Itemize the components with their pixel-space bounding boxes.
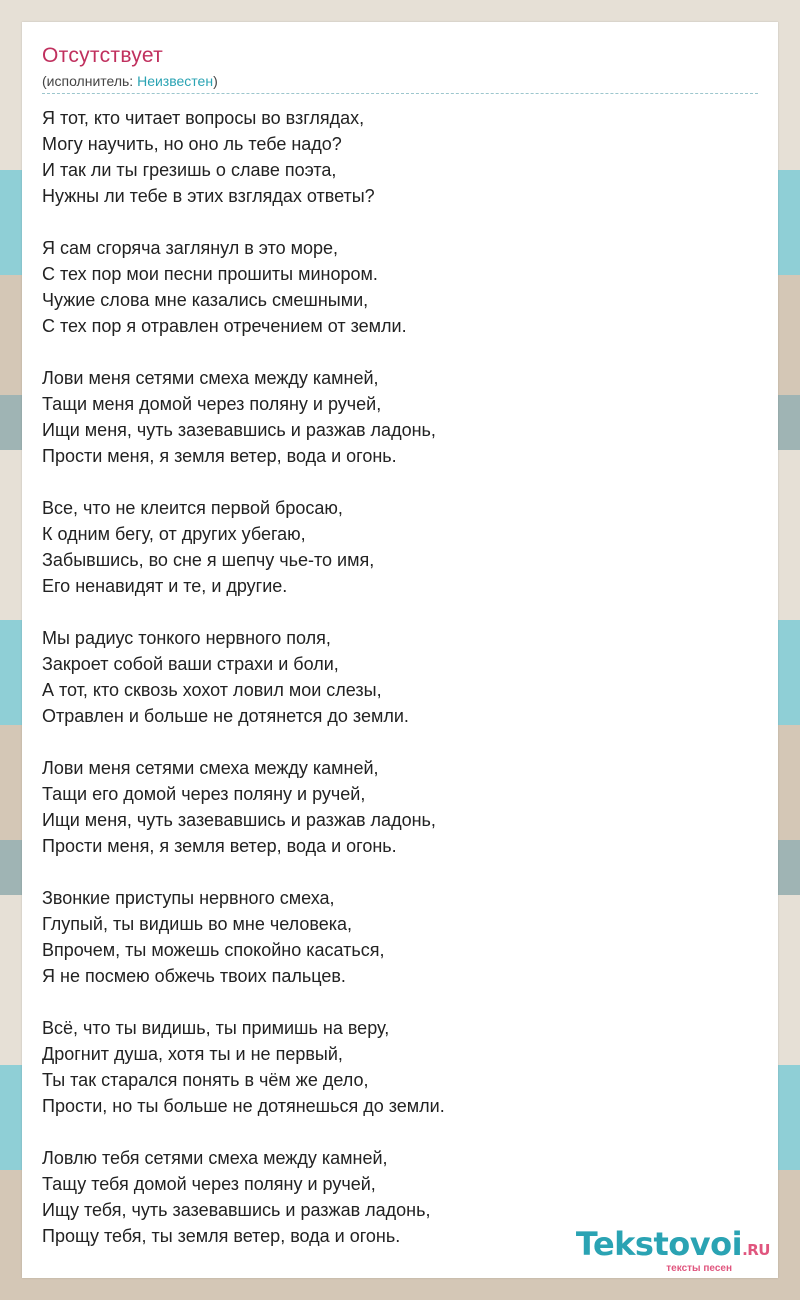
lyrics-line: И так ли ты грезишь о славе поэта,	[42, 160, 337, 180]
lyrics-line: К одним бегу, от других убегаю,	[42, 524, 306, 544]
lyrics-stanza	[42, 625, 445, 729]
lyrics-line: Я сам сгоряча заглянул в это море,	[42, 238, 339, 258]
lyrics-line: Прости меня, я земля ветер, вода и огонь.	[42, 446, 397, 466]
lyrics-line: Нужны ли тебе в этих взглядах ответы?	[42, 186, 375, 206]
lyrics-line: Ищу тебя, чуть зазевавшись и разжав ладонь,	[42, 1200, 431, 1220]
song-artist-line	[42, 73, 218, 89]
lyrics-card	[22, 22, 778, 1278]
lyrics-line: Я не посмею обжечь твоих пальцев.	[42, 966, 346, 986]
lyrics-line: Его ненавидят и те, и другие.	[42, 576, 288, 596]
lyrics-line: Всё, что ты видишь, ты примишь на веру,	[42, 1018, 390, 1038]
lyrics-line: Тащу тебя домой через поляну и ручей,	[42, 1174, 376, 1194]
artist-suffix: )	[213, 73, 218, 89]
lyrics-stanza	[42, 365, 445, 469]
lyrics-line: Все, что не клеится первой бросаю,	[42, 498, 343, 518]
lyrics-line: А тот, кто сквозь хохот ловил мои слезы,	[42, 680, 382, 700]
lyrics-line: Звонкие приступы нервного смеха,	[42, 888, 335, 908]
lyrics-line: Ты так старался понять в чём же дело,	[42, 1070, 369, 1090]
lyrics-line: Прости, но ты больше не дотянешься до земли.	[42, 1096, 445, 1116]
lyrics-line: Тащи его домой через поляну и ручей,	[42, 784, 366, 804]
lyrics-stanza	[42, 1015, 445, 1119]
logo-wordmark	[576, 1227, 770, 1267]
lyrics-line: Ловлю тебя сетями смеха между камней,	[42, 1148, 388, 1168]
song-title: Отсутствует	[42, 44, 164, 67]
lyrics-line: Глупый, ты видишь во мне человека,	[42, 914, 353, 934]
lyrics-stanza	[42, 105, 445, 209]
lyrics-text	[42, 105, 445, 1249]
lyrics-line: Мы радиус тонкого нервного поля,	[42, 628, 331, 648]
lyrics-line: Чужие слова мне казались смешными,	[42, 290, 369, 310]
lyrics-line: Лови меня сетями смеха между камней,	[42, 758, 379, 778]
lyrics-line: Прости меня, я земля ветер, вода и огонь.	[42, 836, 397, 856]
lyrics-stanza	[42, 755, 445, 859]
logo-name: Tekstovoi	[575, 1225, 743, 1263]
logo-tld: .RU	[742, 1241, 770, 1259]
lyrics-line: Лови меня сетями смеха между камней,	[42, 368, 379, 388]
lyrics-stanza	[42, 1145, 445, 1249]
lyrics-stanza	[42, 495, 445, 599]
lyrics-line: Могу научить, но оно ль тебе надо?	[42, 134, 342, 154]
lyrics-line: С тех пор мои песни прошиты минором.	[42, 264, 378, 284]
logo-tagline: тексты песен	[666, 1263, 732, 1274]
lyrics-line: Прощу тебя, ты земля ветер, вода и огонь.	[42, 1226, 401, 1246]
lyrics-line: Я тот, кто читает вопросы во взглядах,	[42, 108, 365, 128]
lyrics-line: Забывшись, во сне я шепчу чье-то имя,	[42, 550, 375, 570]
lyrics-line: Отравлен и больше не дотянется до земли.	[42, 706, 409, 726]
lyrics-line: Тащи меня домой через поляну и ручей,	[42, 394, 382, 414]
lyrics-stanza	[42, 235, 445, 339]
lyrics-line: Ищи меня, чуть зазевавшись и разжав ладонь,	[42, 810, 436, 830]
lyrics-stanza	[42, 885, 445, 989]
title-divider	[42, 93, 758, 94]
lyrics-line: Ищи меня, чуть зазевавшись и разжав ладонь,	[42, 420, 436, 440]
lyrics-line: С тех пор я отравлен отречением от земли.	[42, 316, 407, 336]
lyrics-line: Дрогнит душа, хотя ты и не первый,	[42, 1044, 343, 1064]
artist-link[interactable]: Неизвестен	[137, 73, 214, 89]
site-logo[interactable]	[576, 1227, 770, 1274]
lyrics-line: Закроет собой ваши страхи и боли,	[42, 654, 339, 674]
artist-prefix: (исполнитель:	[42, 73, 138, 89]
lyrics-line: Впрочем, ты можешь спокойно касаться,	[42, 940, 385, 960]
